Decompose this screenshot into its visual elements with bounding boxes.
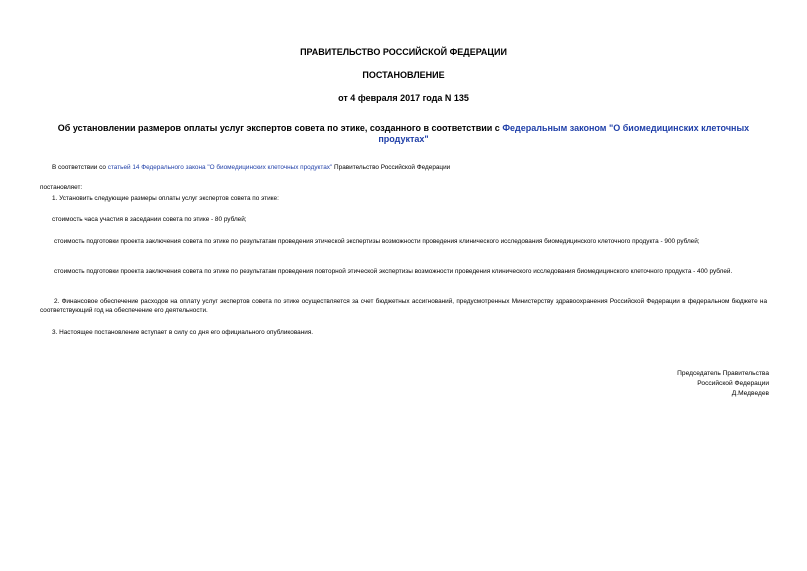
signature-position: Председатель Правительства xyxy=(677,370,769,377)
item-3: 3. Настоящее постановление вступает в силу со дня его официального опубликования. xyxy=(52,329,314,336)
article-14-link[interactable]: статьей 14 Федерального закона "О биомедицинских клеточных продуктах" xyxy=(107,164,333,171)
federal-law-title-link[interactable]: Федеральным законом "О биомедицинских клеточных продуктах" xyxy=(378,123,750,144)
item-1-repeat-review-rate: стоимость подготовки проекта заключения совета по этике по результатам проведения повторной этической экспертизы возможности проведения клинического исследования биомедицинского клеточного продукта - 400 рублей. xyxy=(54,268,733,275)
intro-paragraph xyxy=(40,163,767,172)
document-title xyxy=(50,123,757,145)
document-date-number: от 4 февраля 2017 года N 135 xyxy=(338,93,469,103)
signature-organization: Российской Федерации xyxy=(697,380,769,387)
intro-prefix: В соответствии со xyxy=(52,164,108,171)
title-text: Об установлении размеров оплаты услуг экспертов совета по этике, созданного в соответствии с xyxy=(57,123,503,133)
item-2: 2. Финансовое обеспечение расходов на оплату услуг экспертов совета по этике осуществляется за счет бюджетных ассигнований, предусмотренных Министерству здравоохранения Российской Федерации в федеральном бюджете на соответствующий год на обеспечение его деятельности. xyxy=(40,298,767,314)
item-1-initial-review-rate: стоимость подготовки проекта заключения совета по этике по результатам проведения этической экспертизы возможности проведения клинического исследования биомедицинского клеточного продукта - 900 рублей; xyxy=(54,238,700,245)
item-1: 1. Установить следующие размеры оплаты услуг экспертов совета по этике: xyxy=(52,195,279,202)
signature-name: Д.Медведев xyxy=(731,390,769,397)
document-type: ПОСТАНОВЛЕНИЕ xyxy=(362,70,445,80)
intro-suffix: Правительство Российской Федерации xyxy=(332,164,451,171)
postanovlyaet-text: постановляет: xyxy=(40,184,83,191)
item-1-hour-rate: стоимость часа участия в заседании совета по этике - 80 рублей; xyxy=(52,216,247,223)
government-header: ПРАВИТЕЛЬСТВО РОССИЙСКОЙ ФЕДЕРАЦИИ xyxy=(300,47,507,57)
